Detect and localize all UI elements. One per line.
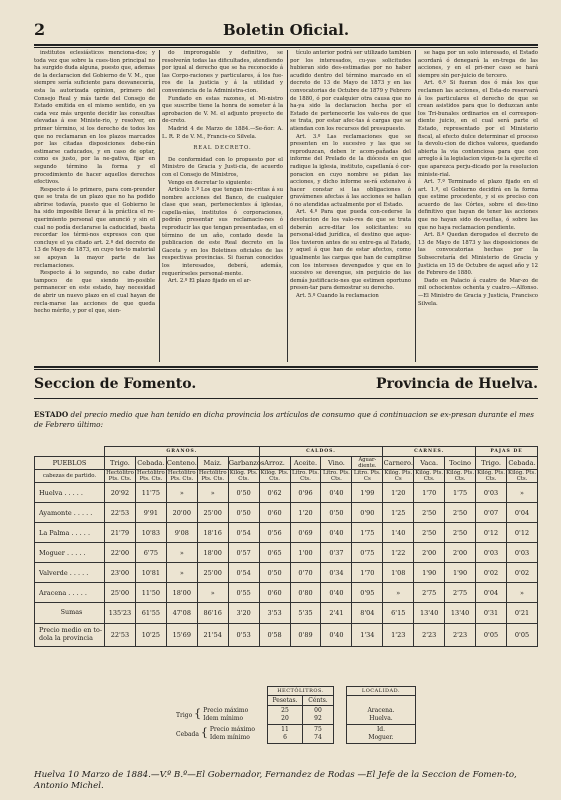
trigo-min-pesetas: 20 bbox=[281, 715, 289, 722]
trigo-max-pesetas: 25 bbox=[281, 707, 289, 714]
price-cell: 1'75 bbox=[352, 523, 383, 543]
price-cell: 22'53 bbox=[105, 503, 136, 523]
trigo-label: Trigo bbox=[176, 711, 193, 719]
price-cell: 0'40 bbox=[321, 483, 352, 503]
town-label: Ayamonte bbox=[39, 508, 72, 517]
column-header: Carnero. bbox=[383, 457, 414, 470]
sum-cell: 86'16 bbox=[197, 603, 228, 624]
paragraph: Art. 3.º Las reclamaciones que se presenten en lo sucesivo y las que se reproduzcan, deben ir acom-pañadas del informe del Prelado de la diócesis en que radique la iglesia, instituto, capellanía ó cor-poracion en cuyo nombre se pidan las acciones, y dicho informe se-rá extensivo á hacer constar si las obligaciones ó gravámenes afectas á las acciones se hallan ó no atendidas actualmente por el Estado. bbox=[290, 133, 411, 208]
average-label: Precio medio en to-dola la provincia bbox=[35, 624, 105, 647]
average-cell: 0'53 bbox=[228, 624, 259, 647]
average-cell: 2'23 bbox=[414, 624, 445, 647]
price-cell: 0'96 bbox=[290, 483, 321, 503]
group-header-row bbox=[35, 447, 538, 457]
prices-rows bbox=[35, 483, 538, 647]
unit-header: Litro. Pts. Cts. bbox=[321, 470, 352, 483]
average-cell: 1'34 bbox=[352, 624, 383, 647]
price-cell: 0'34 bbox=[321, 563, 352, 583]
section-heading-fomento: Seccion de Fomento. bbox=[34, 376, 197, 392]
price-cell: 0'70 bbox=[290, 563, 321, 583]
column-divider bbox=[415, 50, 416, 362]
group-carnes: CARNES. bbox=[383, 447, 476, 457]
price-cell: 2'75 bbox=[414, 583, 445, 603]
price-cell: 0'40 bbox=[321, 583, 352, 603]
max-label: Precio máximo bbox=[209, 726, 255, 734]
paragraph: De conformidad con lo propuesto por el Ministro de Gracia y Justi-cia, de acuerdo con el Consejo de Ministros, bbox=[162, 156, 283, 178]
price-cell: 20'00 bbox=[166, 503, 197, 523]
max-label: Precio máximo bbox=[203, 707, 249, 715]
paragraph: Art. 5.º Cuando la reclamacion bbox=[296, 293, 379, 299]
column-4 bbox=[418, 50, 538, 362]
paragraph: Art. 4.º Para que pueda con-cederse la devolucion de los valo-res de que se trata deberán acre-ditar los solicitantes: su personal-idad jurídica, el destino que aque-llos tuvieron antes de su entre-ga al Estado, y aquel á que han de estar afectos, como igualmente las cargas que han de cumplirse con los intereses devengados y que en lo sucesivo se devengue, sin perjuicio de las demás justificacio-nes que estimen oportuno presen-tar para demostrar su derecho. bbox=[290, 209, 411, 292]
price-cell: 0'50 bbox=[228, 483, 259, 503]
sum-cell: 13'40 bbox=[414, 603, 445, 624]
table-row bbox=[35, 483, 538, 503]
sum-row bbox=[35, 603, 538, 624]
column-header-row bbox=[35, 457, 538, 470]
price-cell: 25'00 bbox=[197, 503, 228, 523]
price-cell: » bbox=[197, 583, 228, 603]
price-cell: 25'00 bbox=[105, 583, 136, 603]
column-3 bbox=[290, 50, 411, 362]
estado-text: del precio medio que han tenido en dicha provincia los artículos de consumo que á continuacion se ex-presan durante el mes de Febrero último: bbox=[34, 410, 535, 429]
estado-intro bbox=[34, 410, 538, 430]
price-cell: » bbox=[197, 483, 228, 503]
price-cell: 10'83 bbox=[135, 523, 166, 543]
header-rule-thin bbox=[34, 47, 538, 48]
town-name: La Palma . . . . . bbox=[35, 523, 105, 543]
town-name: Aracena . . . . . bbox=[35, 583, 105, 603]
price-cell: 0'40 bbox=[321, 523, 352, 543]
group-caldos: CALDOS. bbox=[259, 447, 383, 457]
price-cell: 0'03 bbox=[476, 543, 507, 563]
price-cell: 1'70 bbox=[414, 483, 445, 503]
price-cell: 0'55 bbox=[228, 583, 259, 603]
signature-footer: Huelva 10 Marzo de 1884.—V.º B.º—El Gobernador, Fernandez de Rodas —El Jefe de la Seccion de Fomen-to, Antonio Michel. bbox=[34, 770, 517, 791]
average-cell: 0'40 bbox=[321, 624, 352, 647]
price-cell: 0'90 bbox=[352, 503, 383, 523]
unit-header: Litro. Pts. Cts. bbox=[290, 470, 321, 483]
paragraph: Dado en Palacio á cuatro de Mar-zo de mil ochocientos ochenta y cuatro.—Alfonso.—El Ministro de Gracia y Justicia, Francisco Silvela. bbox=[418, 277, 538, 307]
paragraph: Madrid 4 de Marzo de 1884.—Se-ñor: A. L. R. P. de V. M., Francis-co Silvela. bbox=[162, 125, 283, 140]
section-underline bbox=[34, 398, 538, 399]
price-cell: 0'57 bbox=[228, 543, 259, 563]
price-cell: 2'50 bbox=[445, 503, 476, 523]
price-cell: 1'25 bbox=[383, 503, 414, 523]
sum-cell: 3'53 bbox=[259, 603, 290, 624]
cebada-min-pesetas: 6 bbox=[283, 734, 287, 741]
price-cell: 25'00 bbox=[197, 563, 228, 583]
column-header: Tocino bbox=[445, 457, 476, 470]
sum-cell: 0'31 bbox=[476, 603, 507, 624]
prices-table bbox=[34, 446, 538, 647]
cebada-min-locality: Moguer. bbox=[368, 734, 394, 741]
partido-header: cabezas de partido. bbox=[35, 470, 105, 483]
paragraph: Artículo 1.º Los que tengan ins-critas á su nombre acciones del Banco, de cualquier clase que sean, pertenecientes á iglesias, capella-nías, institutos ó corporaciones, podrán presentar sus reclamacio-nes ó reproducir las que tengan presentadas, en el término de un año, contado desde la publicacion de este Real decreto en la Gaceta y en los Boletines oficiales de las respectivas provincias. Si fueran conocidos los interesados, deberá, además, requerírseles personal-mente. bbox=[162, 187, 283, 277]
paragraph: se haga por un solo interesado, el Estado acordará ó denegará la en-trega de las acciones, y en el pri-mer caso se hará siempre sin per-juicio de tercero. bbox=[418, 50, 538, 79]
town-label: Moguer bbox=[39, 548, 65, 557]
town-name: Ayamonte . . . . . bbox=[35, 503, 105, 523]
cebada-max-locality: Id. bbox=[376, 726, 386, 733]
unit-header: Kilóg. Pts. Cs bbox=[384, 470, 413, 482]
cents-header: Cénts. bbox=[303, 696, 334, 706]
price-cell: 0'37 bbox=[321, 543, 352, 563]
price-cell: 9'91 bbox=[135, 503, 166, 523]
cebada-max-pesetas: 11 bbox=[281, 726, 289, 733]
unit-header-row bbox=[35, 470, 538, 483]
column-divider bbox=[159, 50, 160, 362]
town-label: La Palma bbox=[39, 528, 70, 537]
section-rule bbox=[34, 366, 538, 368]
min-label: Idem mínimo bbox=[203, 715, 244, 723]
table-row bbox=[35, 543, 538, 563]
paragraph: tículo anterior podrá ser utilizado tambien por los interesados, cu-yas solicitudes hubieran sido des-estimadas por no haber acudido dentro del término marcado en el decreto de 13 de Mayo de 1873 y en las convocatorias de Octubre de 1879 y Febrero de 1880, ó por cualquier otra causa que no ha-ya sido la declaracion hecha por el Estado de pertenecerle los valo-res de que se trata, por estar afec-tas á cargas que se atiendan con los recursos del presupuesto. bbox=[290, 50, 411, 132]
unit-header: Hectólitro Pts. Cts. bbox=[106, 470, 134, 482]
price-cell: 2'50 bbox=[414, 503, 445, 523]
unit-header: Hectólitro Pts. Cts. bbox=[198, 470, 227, 482]
average-cell: 0'89 bbox=[290, 624, 321, 647]
price-cell: 0'50 bbox=[228, 503, 259, 523]
unit-header: Litro. Pts. Cs bbox=[352, 470, 383, 483]
price-cell: 0'03 bbox=[476, 483, 507, 503]
unit-header: Kilóg. Pts. Cts. bbox=[260, 470, 289, 482]
column-header: Centeno. bbox=[166, 457, 197, 470]
unit-header: Kilóg. Pts. Cts. bbox=[446, 470, 475, 482]
column-header: Arroz. bbox=[259, 457, 290, 470]
paragraph: Art. 2.º El plazo fijado en el ar- bbox=[168, 278, 252, 285]
unit-header: Kilóg. Pts. Cts. bbox=[415, 470, 444, 482]
sum-cell: 2'41 bbox=[321, 603, 352, 624]
price-cell: 0'50 bbox=[321, 503, 352, 523]
average-cell: 2'23 bbox=[445, 624, 476, 647]
section-rule-thin bbox=[34, 369, 538, 370]
estado-lead: ESTADO bbox=[34, 410, 69, 419]
average-cell: 0'58 bbox=[259, 624, 290, 647]
price-cell: 1'08 bbox=[383, 563, 414, 583]
sum-cell: 135'23 bbox=[105, 603, 136, 624]
sum-cell: 5'35 bbox=[290, 603, 321, 624]
cebada-max-cents: 75 bbox=[314, 726, 322, 733]
price-cell: 18'16 bbox=[197, 523, 228, 543]
price-cell: 2'00 bbox=[445, 543, 476, 563]
localidad-header: LOCALIDAD. bbox=[347, 687, 416, 696]
column-divider bbox=[287, 50, 288, 362]
column-header: Vaca. bbox=[414, 457, 445, 470]
price-cell: » bbox=[383, 583, 414, 603]
publication-title: Boletin Oficial. bbox=[222, 21, 350, 39]
price-cell: 2'50 bbox=[445, 523, 476, 543]
price-cell: 0'04 bbox=[476, 583, 507, 603]
column-2 bbox=[162, 50, 283, 362]
trigo-max-cents: 00 bbox=[314, 707, 322, 714]
pueblos-header: PUEBLOS bbox=[35, 457, 105, 470]
price-cell: 18'00 bbox=[166, 583, 197, 603]
price-cell: 11'50 bbox=[135, 583, 166, 603]
average-cell: 21'54 bbox=[197, 624, 228, 647]
column-header: Trigo. bbox=[476, 457, 507, 470]
sum-cell: 6'15 bbox=[383, 603, 414, 624]
price-cell: 1'90 bbox=[445, 563, 476, 583]
province-heading: Provincia de Huelva. bbox=[376, 376, 538, 392]
town-label: Aracena bbox=[39, 588, 67, 597]
price-cell: 0'56 bbox=[259, 523, 290, 543]
price-cell: 0'54 bbox=[228, 563, 259, 583]
min-label: Idem mínimo bbox=[209, 734, 250, 742]
price-cell: 22'00 bbox=[105, 543, 136, 563]
page-number: 2 bbox=[34, 20, 46, 39]
average-cell: 0'05 bbox=[476, 624, 507, 647]
price-cell: 0'60 bbox=[259, 503, 290, 523]
price-cell: 0'60 bbox=[259, 583, 290, 603]
paragraph: institutos eclesiásticos menciona-dos; y toda vez que sobre la cues-tion principal no ha surgido duda alguna, puesto que, ademas de la declaracion del Gobierno de V. M., que siempre sería suficiente para desvanecería, esta la autorizada opinion, primero del Consejo Real y más tarde del Consejo de Estado emitida en el mismo sentido, en ya cada vez más urgente decidir las consultas elevadas á ese Ministe-rio, y resolver, en primer término, si los derecho de todos los que no reclamaran en los plazos marcados por las citadas disposiciones debe-rán estimarse caducados, y en caso de optar, como es justo, por la ne-gativa, fijar en segundo término la forma y el procedimiento de hacer aquellos derechos efectivos. bbox=[34, 50, 155, 186]
town-label: Valverde bbox=[39, 568, 68, 577]
paragraph: Art. 8.º Quedan derogados el decreto de 13 de Mayo de 1873 y las disposiciones de las convocatorias hechas por la Subsecretaría del Ministerio de Gracia y Justicia en 15 de Octubre de aquel año y 12 de Febrero de 1880. bbox=[418, 232, 538, 277]
paragraph: do improrogable y definitivo, se resolverán todas las dificultades, atendiendo por igual al derecho que se ha reconocido á las Corpo-raciones y particulares, á los fue-ros de la justicia y á la utilidad y conveniencia de la Administra-cion. bbox=[162, 50, 283, 94]
header-rule bbox=[34, 44, 538, 46]
sum-label: Sumas bbox=[35, 603, 105, 624]
price-cell: 0'07 bbox=[476, 503, 507, 523]
sum-cell: 0'21 bbox=[506, 603, 537, 624]
table-row bbox=[35, 523, 538, 543]
cebada-min-cents: 74 bbox=[314, 734, 322, 741]
paragraph: Art. 6.º Si fueran dos ó más los que reclamen las acciones, el Esta-do reservará á los particulares el derecho de que se crean asistidos para que lo deduzcan ante los Tri-bunales ordinarios en el correspon-diente juicio, en el cual será parte el Estado, representado por el Ministerio fiscal, al efecto dulce determinar el proceso la devolu-cion de dichos valores, quedando abierta la via contenciosa para que con arreglo á la legislacion vigen-te la ejercite el que aparezca perju-dicado por la resolucion ministe-rial. bbox=[418, 80, 538, 178]
price-cell: » bbox=[506, 483, 537, 503]
table-row bbox=[35, 583, 538, 603]
sum-cell: 3'20 bbox=[228, 603, 259, 624]
price-cell: 1'40 bbox=[383, 523, 414, 543]
unit-header: Hectólitro Pts. Cts. bbox=[137, 470, 165, 482]
group-pajas: PAJAS DE bbox=[476, 447, 538, 457]
price-cell: 0'03 bbox=[506, 543, 537, 563]
price-cell: » bbox=[166, 483, 197, 503]
price-cell: 0'95 bbox=[352, 583, 383, 603]
town-name: Valverde . . . . . bbox=[35, 563, 105, 583]
table-row bbox=[35, 503, 538, 523]
price-cell: 1'90 bbox=[414, 563, 445, 583]
decree-columns bbox=[34, 50, 538, 362]
unit-header: Kilóg. Pts. Cts. bbox=[477, 470, 505, 482]
cebada-label: Cebada bbox=[176, 730, 199, 738]
average-row bbox=[35, 624, 538, 647]
column-header: Vino. bbox=[321, 457, 352, 470]
extremes-header-row bbox=[173, 687, 416, 696]
paragraph: Respecto á lo primero, para com-prender que se trata de un plazo que no ha podido abrirse todavía, puesto que el Gobierno le ha sido imposible llevar á la práctica el re-querimiento personal que anunció y sin el cual no podía declararse la caducidad, basta recordar los térmi-nos expresos con que concluye el ya citado art. 2.º del decreto de 13 de Mayo de 1873, en cuyo tex-to material se apoyan la mayor parte de las reclamaciones. bbox=[34, 186, 155, 269]
price-cell: 2'00 bbox=[414, 543, 445, 563]
column-header: Aceite. bbox=[290, 457, 321, 470]
price-cell: » bbox=[506, 583, 537, 603]
group-granos: GRANOS. bbox=[105, 447, 260, 457]
price-cell: 1'22 bbox=[383, 543, 414, 563]
real-decreto-heading: REAL DECRETO. bbox=[193, 145, 252, 152]
price-cell: 1'99 bbox=[352, 483, 383, 503]
unit-header: Kilóg. Pts. Cts. bbox=[229, 470, 258, 482]
price-cell: 1'20 bbox=[383, 483, 414, 503]
trigo-max-locality: Aracena. bbox=[367, 706, 395, 714]
town-name: Huelva . . . . . bbox=[35, 483, 105, 503]
price-cell: 1'75 bbox=[445, 483, 476, 503]
sum-cell: 13'40 bbox=[445, 603, 476, 624]
trigo-min-cents: 92 bbox=[314, 715, 322, 722]
price-cell: 1'20 bbox=[290, 503, 321, 523]
price-cell: 0'62 bbox=[259, 483, 290, 503]
price-cell: 2'75 bbox=[445, 583, 476, 603]
price-cell: 0'69 bbox=[290, 523, 321, 543]
price-cell: 0'02 bbox=[506, 563, 537, 583]
price-cell: 0'02 bbox=[476, 563, 507, 583]
average-cell: 0'05 bbox=[506, 624, 537, 647]
price-cell: 1'70 bbox=[352, 563, 383, 583]
price-cell: 0'50 bbox=[259, 563, 290, 583]
price-cell: 9'08 bbox=[166, 523, 197, 543]
price-cell: 20'92 bbox=[105, 483, 136, 503]
price-cell: 0'54 bbox=[228, 523, 259, 543]
paragraph: Vengo en decretar lo siguiente: bbox=[168, 179, 253, 186]
price-cell: 0'12 bbox=[476, 523, 507, 543]
column-header: Garbanzos bbox=[228, 457, 259, 470]
price-cell: 11'75 bbox=[135, 483, 166, 503]
paragraph: Respecto á lo segundo, no cabe dudar tampoco de que siendo im-posible permanecer en este estado, hay necesidad de abrir un nuevo plazo en el cual hayan de recla-marse las acciones de que queda hecho mérito, y por el que, sien- bbox=[34, 270, 155, 315]
sum-cell: 61'55 bbox=[135, 603, 166, 624]
column-header: Aguar-diente. bbox=[352, 457, 383, 470]
average-cell: 10'25 bbox=[135, 624, 166, 647]
price-cell: 18'00 bbox=[197, 543, 228, 563]
price-cell: 23'00 bbox=[105, 563, 136, 583]
column-header: Maiz. bbox=[197, 457, 228, 470]
column-header: Trigo. bbox=[105, 457, 136, 470]
price-cell: 2'50 bbox=[414, 523, 445, 543]
column-header: Cebada. bbox=[135, 457, 166, 470]
sum-cell: 8'04 bbox=[352, 603, 383, 624]
unit-header: Hectólitro Pts. Cts. bbox=[167, 470, 196, 482]
price-cell: 0'75 bbox=[352, 543, 383, 563]
town-label: Huelva bbox=[39, 488, 63, 497]
price-cell: 0'04 bbox=[506, 503, 537, 523]
price-cell: 0'12 bbox=[506, 523, 537, 543]
extremes-subheader-row bbox=[173, 696, 416, 706]
town-name: Moguer . . . . . bbox=[35, 543, 105, 563]
price-cell: 0'80 bbox=[290, 583, 321, 603]
extremes-table bbox=[173, 686, 416, 744]
price-cell: 0'65 bbox=[259, 543, 290, 563]
trigo-extremes-row: Trigo { Precio máximo Idem mínimo 25 20 00 92 Aracena. Huelva. bbox=[173, 706, 416, 725]
average-cell: 15'69 bbox=[166, 624, 197, 647]
extremes-table-wrap bbox=[173, 686, 416, 744]
hectolitros-header: HECTÓLITROS. bbox=[268, 687, 334, 696]
price-cell: » bbox=[166, 563, 197, 583]
cebada-extremes-row: Cebada { Precio máximo Idem mínimo 11 6 75 74 Id. Moguer. bbox=[173, 725, 416, 744]
paragraph: Fundado en estas razones, el Mi-nistro que suscribe tiene la honra de someter á la aprobacion de V. M. el adjunto proyecto de de-creto. bbox=[162, 95, 283, 125]
average-cell: 22'53 bbox=[105, 624, 136, 647]
page-header bbox=[34, 20, 538, 42]
table-row bbox=[35, 563, 538, 583]
trigo-min-locality: Huelva. bbox=[369, 714, 393, 722]
price-cell: 10'81 bbox=[135, 563, 166, 583]
column-1 bbox=[34, 50, 155, 362]
column-header: Cebada. bbox=[506, 457, 537, 470]
unit-header: Kilóg. Pts. Cts. bbox=[508, 470, 536, 482]
paragraph: Art. 7.º Terminado el plazo fijado en el art. 1.º, el Gobierno decidirá en la forma que estime procedente, y si es preciso con acuerdo de las Córtes, sobre el des-tino definitivo que hayan de tener las acciones que no hayan sido de-vueltas, ó sobre las que no haya reclamacion pendiente. bbox=[418, 179, 538, 231]
pesetas-header: Pesetas. bbox=[268, 696, 303, 706]
average-cell: 1'23 bbox=[383, 624, 414, 647]
price-cell: 1'00 bbox=[290, 543, 321, 563]
price-cell: » bbox=[166, 543, 197, 563]
sum-cell: 47'08 bbox=[166, 603, 197, 624]
price-cell: 21'79 bbox=[105, 523, 136, 543]
price-cell: 6'75 bbox=[135, 543, 166, 563]
